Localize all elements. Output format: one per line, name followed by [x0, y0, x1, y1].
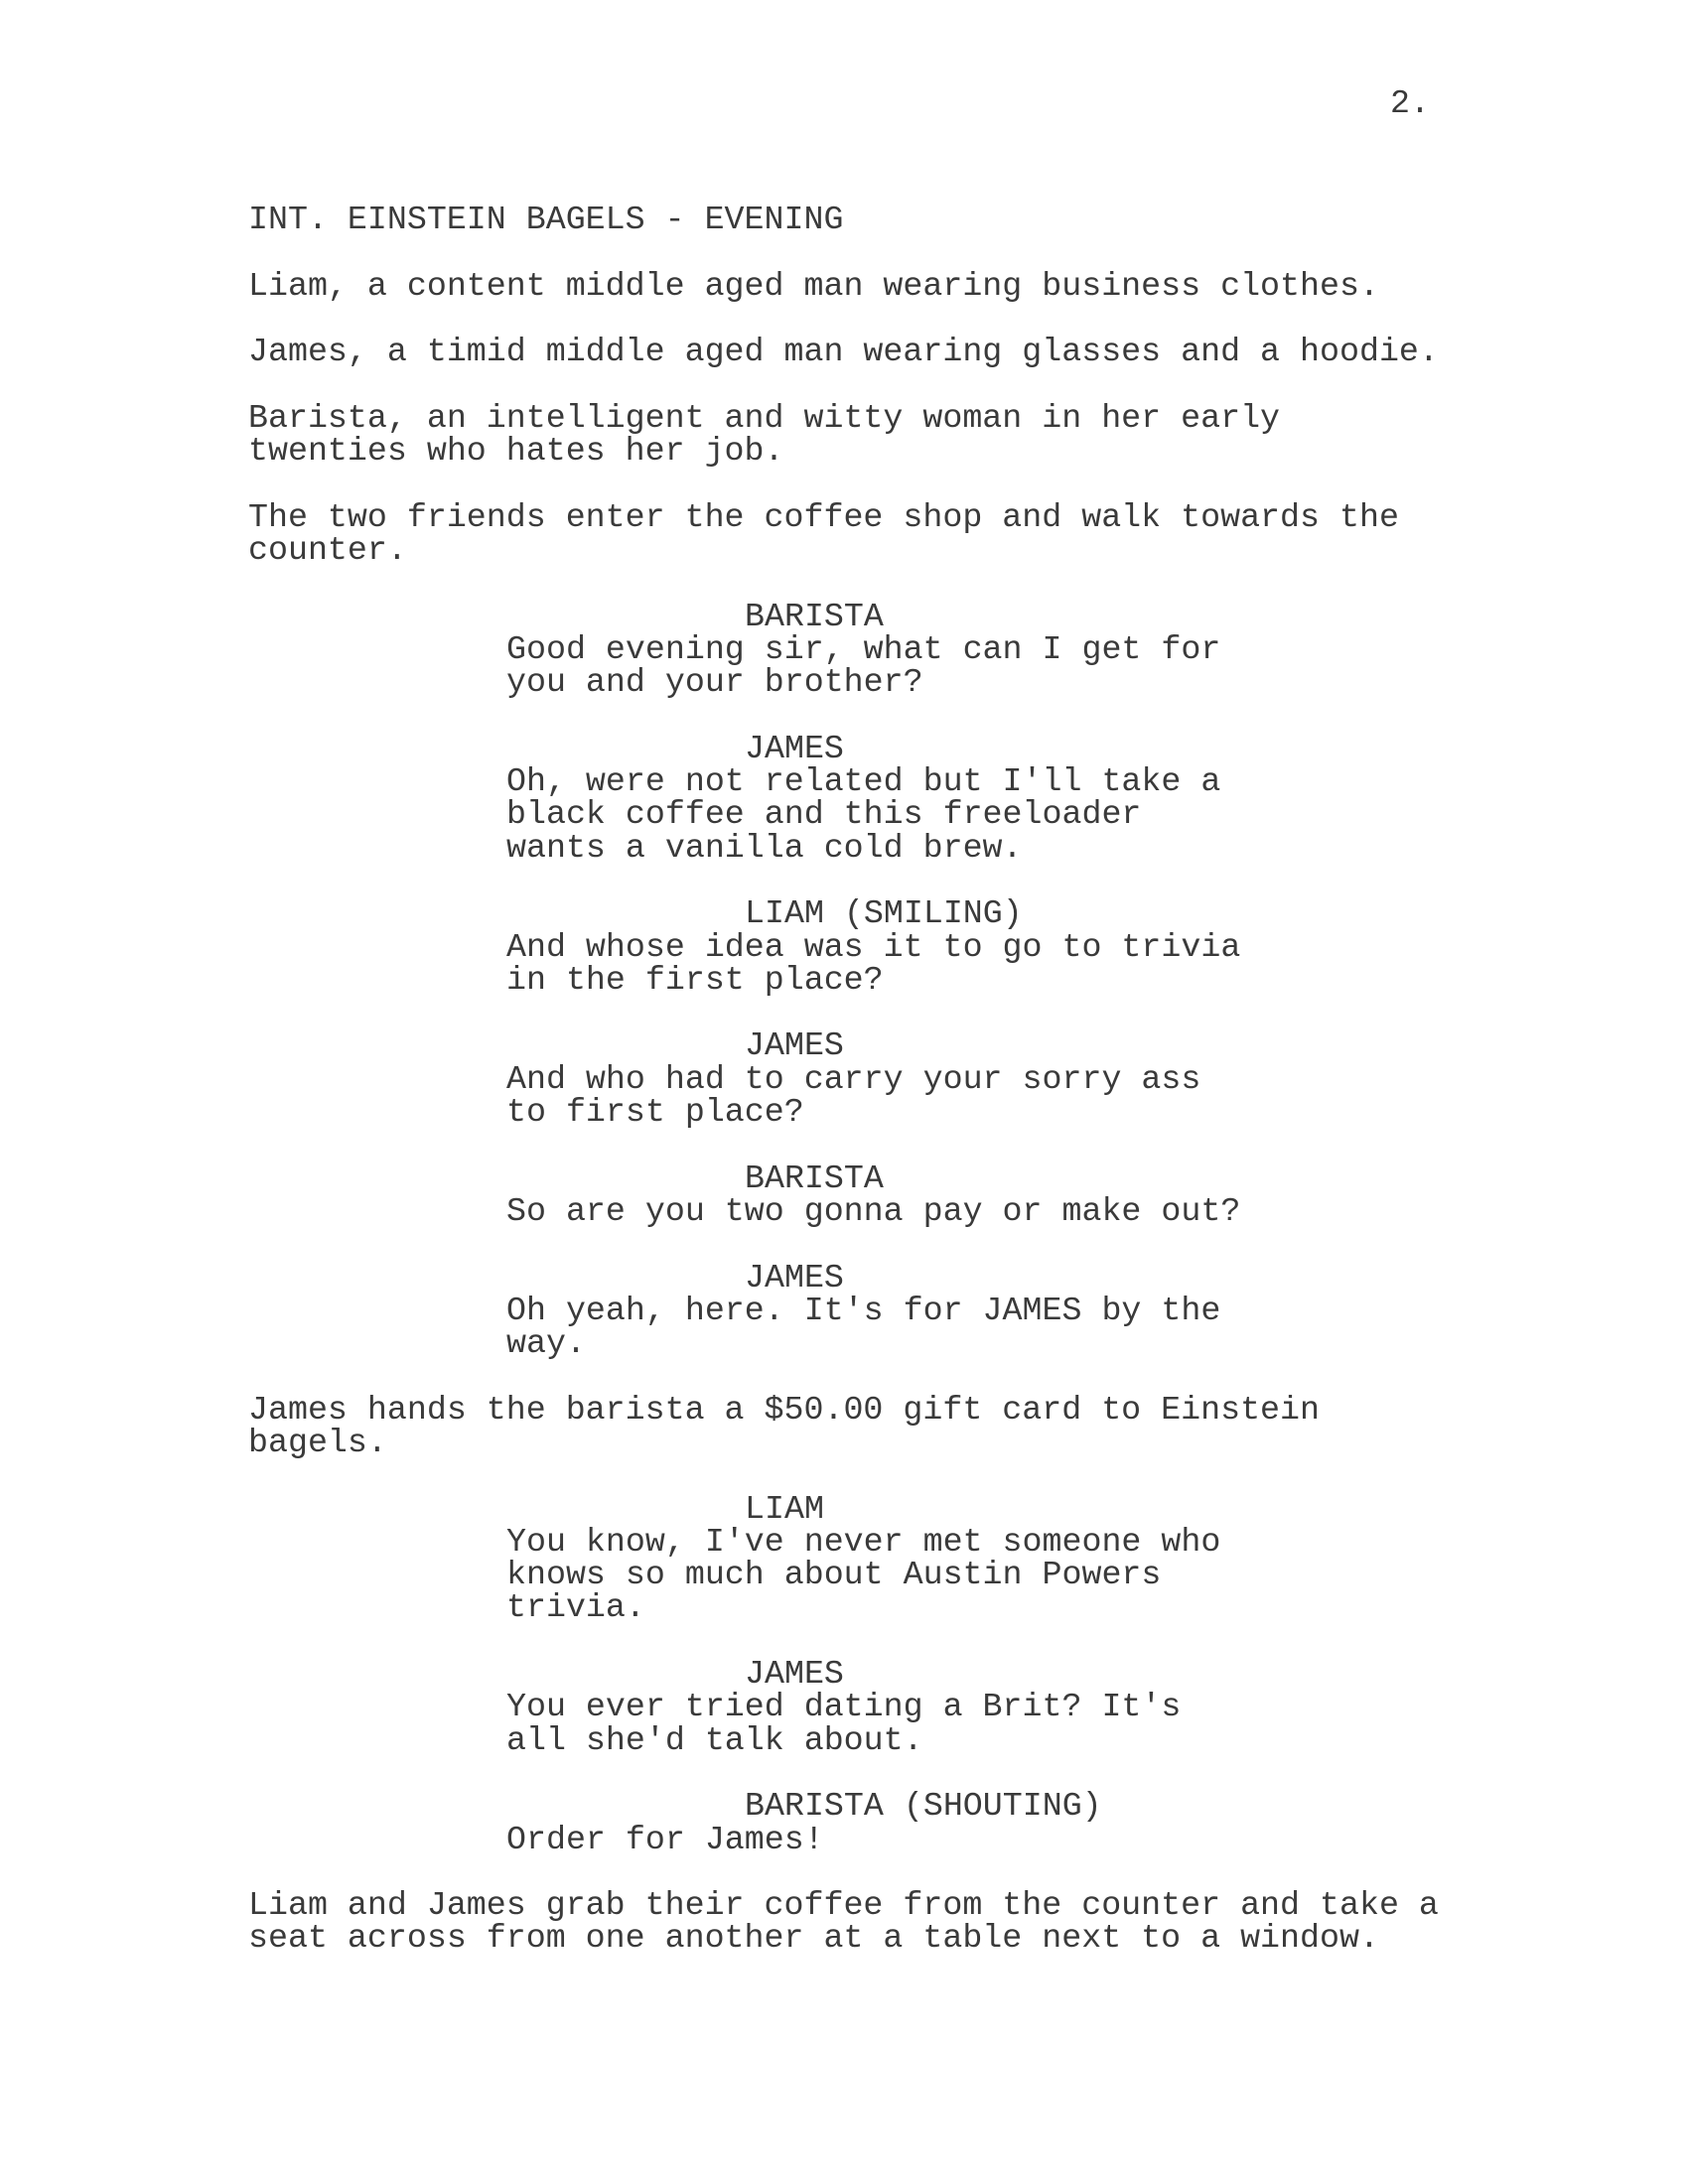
action-line: The two friends enter the coffee shop and walk towards the [248, 497, 1399, 536]
character-name: LIAM [745, 1489, 824, 1528]
dialogue-line: black coffee and this freeloader [506, 795, 1142, 834]
dialogue-text [506, 1820, 1261, 1858]
dialogue-line: wants a vanilla cold brew. [506, 828, 1023, 867]
dialogue-line: So are you two gonna pay or make out? [506, 1191, 1241, 1230]
dialogue-line: trivia. [506, 1588, 645, 1627]
action-line: Liam, a content middle aged man wearing business clothes. [248, 266, 1379, 305]
dialogue-block [248, 1489, 1489, 1627]
character-name: BARISTA [745, 597, 884, 635]
dialogue-line: You ever tried dating a Brit? It's [506, 1688, 1182, 1726]
dialogue-line: And who had to carry your sorry ass [506, 1059, 1201, 1098]
dialogue-line: knows so much about Austin Powers [506, 1556, 1162, 1594]
dialogue-line: You know, I've never met someone who [506, 1522, 1221, 1561]
character-name: JAMES [745, 729, 844, 767]
dialogue-block [248, 1655, 1489, 1759]
dialogue-block [248, 894, 1489, 999]
action-paragraph [248, 1390, 1470, 1461]
action-paragraph [248, 398, 1470, 471]
dialogue-line: Good evening sir, what can I get for [506, 629, 1221, 668]
scene-heading: INT. EINSTEIN BAGELS - EVENING [248, 201, 844, 238]
dialogue-block [248, 1026, 1489, 1132]
dialogue-block [248, 729, 1489, 867]
action-line: Barista, an intelligent and witty woman in her early [248, 398, 1281, 437]
dialogue-text [506, 1191, 1261, 1230]
dialogue-line: in the first place? [506, 960, 884, 999]
dialogue-line: way. [506, 1324, 586, 1363]
dialogue-text [506, 1059, 1261, 1132]
dialogue-block [248, 1258, 1489, 1363]
action-line: James, a timid middle aged man wearing glasses and a hoodie. [248, 333, 1439, 371]
action-paragraph [248, 266, 1470, 305]
dialogue-line: you and your brother? [506, 663, 923, 702]
action-paragraph [248, 497, 1470, 569]
script-blocks [248, 266, 1489, 1958]
action-paragraph [248, 333, 1470, 371]
page-number: 2. [1390, 84, 1430, 122]
dialogue-line: Order for James! [506, 1820, 824, 1858]
dialogue-text [506, 927, 1261, 999]
dialogue-block [248, 1159, 1489, 1230]
dialogue-text [506, 762, 1261, 867]
action-line: bagels. [248, 1423, 387, 1461]
dialogue-line: Oh, were not related but I'll take a [506, 762, 1221, 801]
character-name: BARISTA [745, 1159, 884, 1197]
dialogue-line: to first place? [506, 1093, 804, 1132]
dialogue-line: And whose idea was it to go to trivia [506, 927, 1241, 966]
action-line: Liam and James grab their coffee from the counter and take a [248, 1886, 1439, 1925]
dialogue-text [506, 1688, 1261, 1759]
dialogue-block [248, 597, 1489, 702]
dialogue-line: Oh yeah, here. It's for JAMES by the [506, 1291, 1221, 1329]
dialogue-text [506, 629, 1261, 702]
action-line: seat across from one another at a table next to a window. [248, 1919, 1379, 1958]
action-line: counter. [248, 530, 407, 569]
action-line: James hands the barista a $50.00 gift card to Einstein [248, 1390, 1320, 1429]
character-name: JAMES [745, 1026, 844, 1065]
screenplay-body [248, 201, 1489, 1988]
action-line: twenties who hates her job. [248, 432, 784, 471]
dialogue-line: all she'd talk about. [506, 1720, 923, 1759]
action-paragraph [248, 1886, 1470, 1958]
dialogue-text [506, 1291, 1261, 1363]
character-name: BARISTA (SHOUTING) [745, 1787, 1102, 1826]
dialogue-block [248, 1787, 1489, 1858]
character-name: JAMES [745, 1655, 844, 1694]
character-name: JAMES [745, 1258, 844, 1297]
character-name: LIAM (SMILING) [745, 894, 1023, 933]
dialogue-text [506, 1522, 1261, 1627]
